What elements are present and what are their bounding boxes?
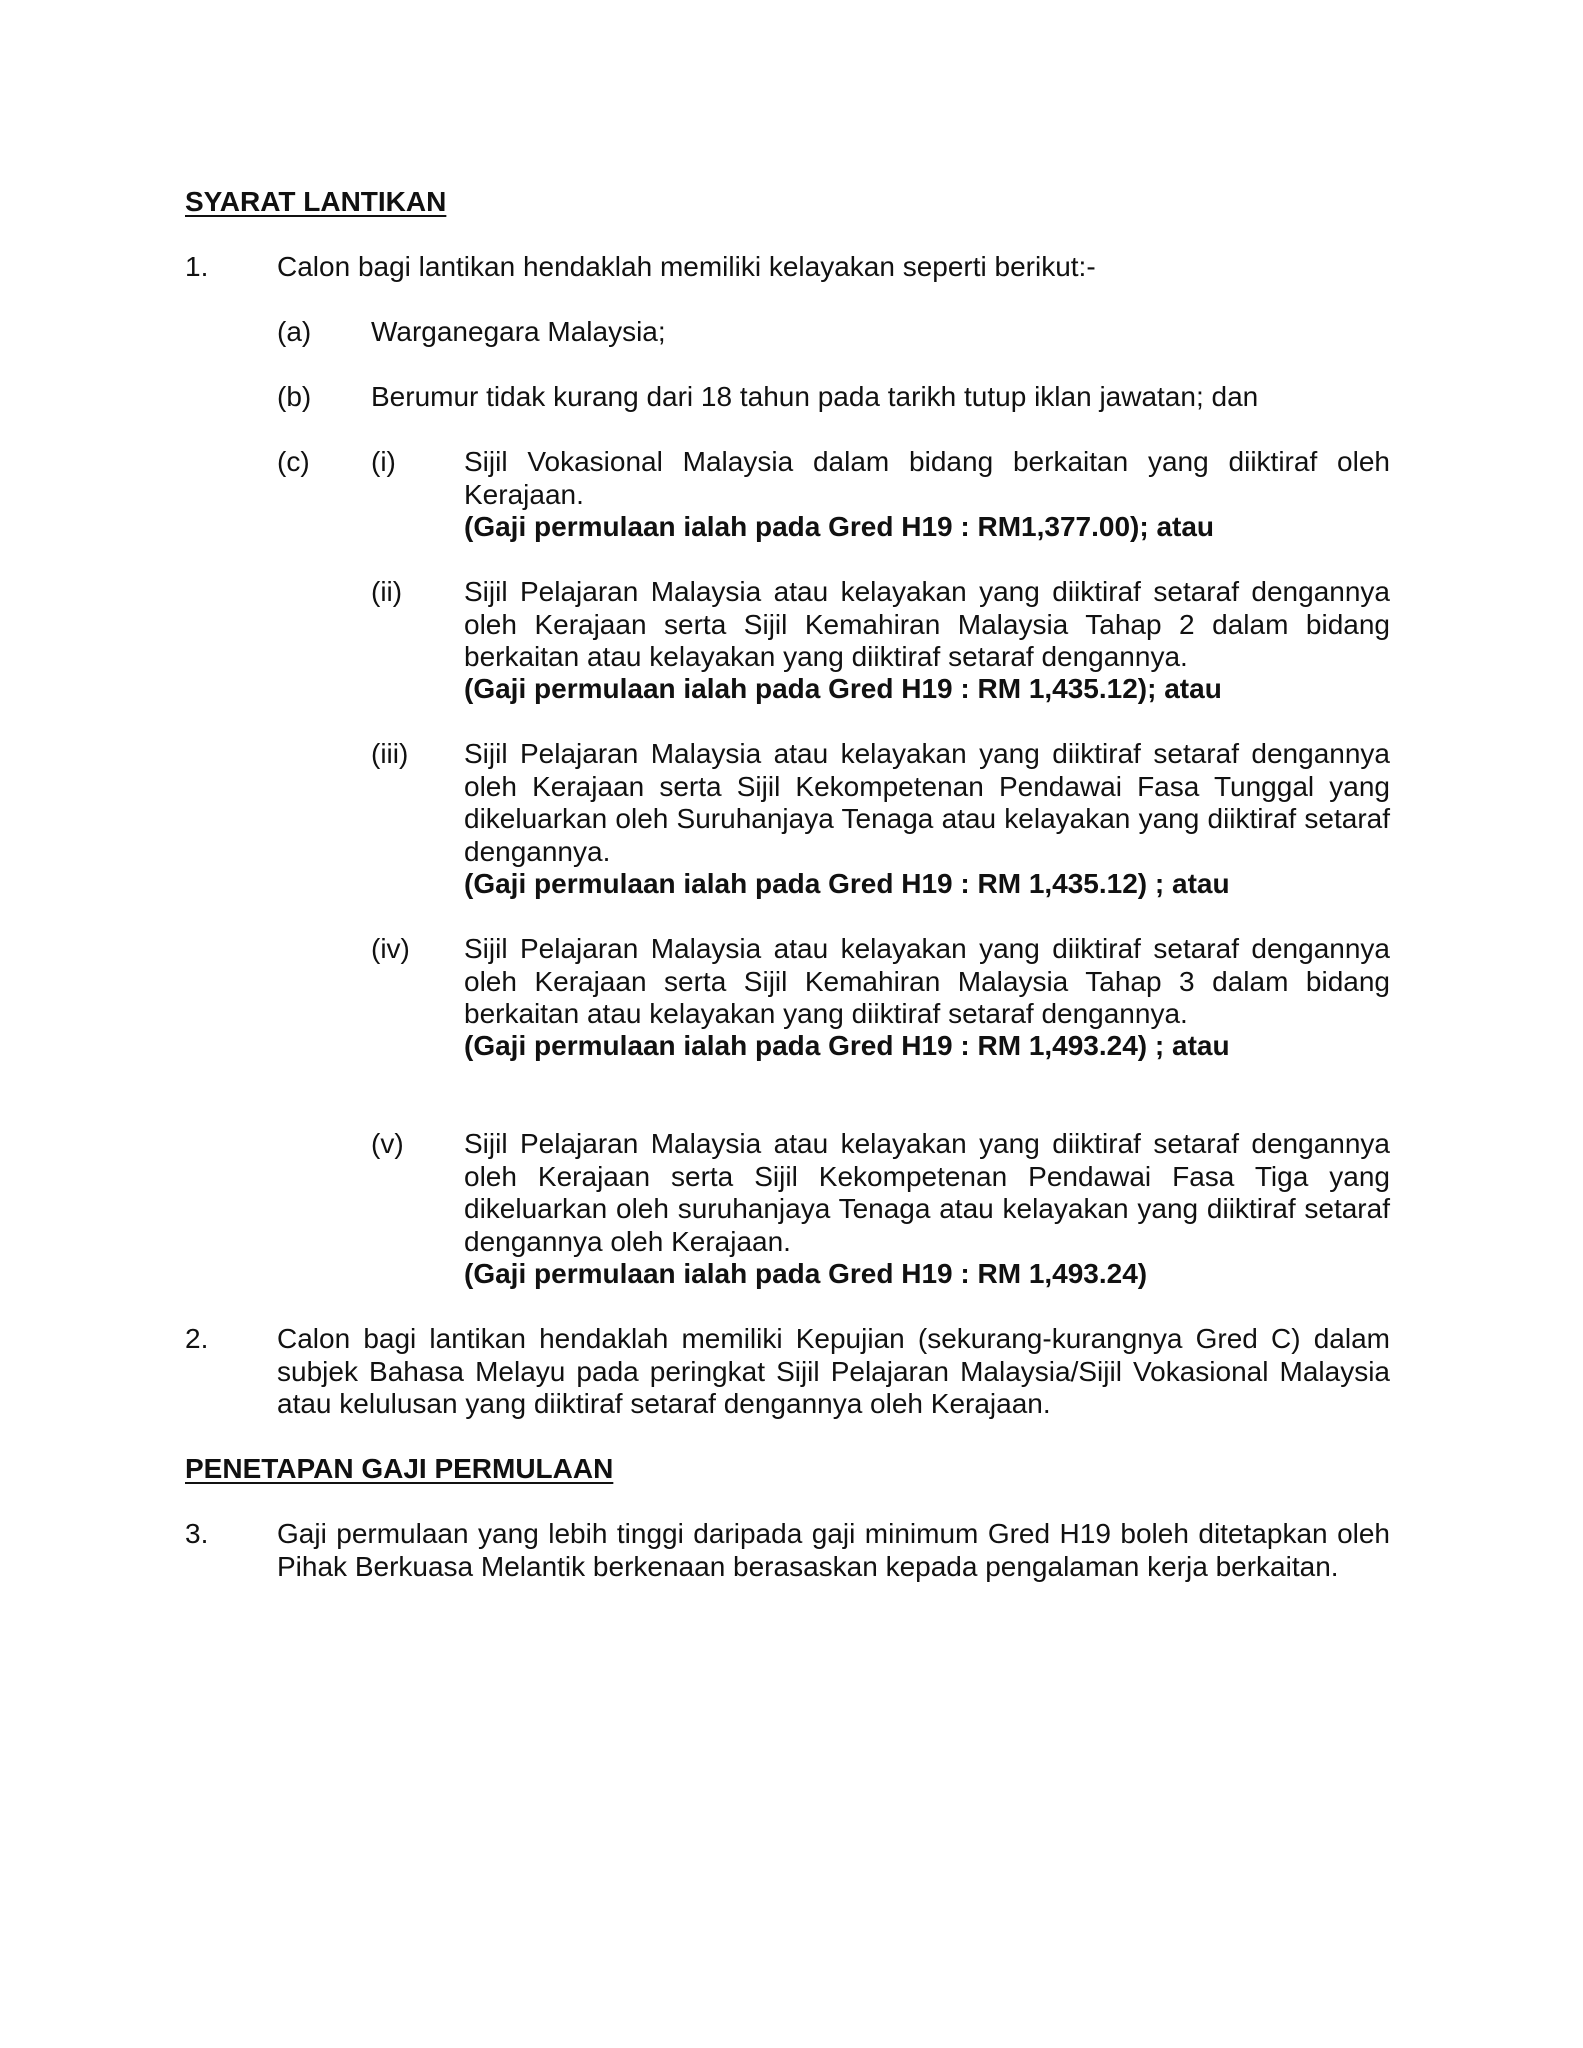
option-i-salary: (Gaji permulaan ialah pada Gred H19 : RM1,377.00); atau	[464, 511, 1215, 542]
sub-b-marker: (b)	[277, 381, 312, 412]
sub-a-marker: (a)	[277, 316, 312, 347]
item-2-text: Calon bagi lantikan hendaklah memiliki Kepujian (sekurang-kurangnya Gred C) dalam subjek Bahasa Melayu pada peringkat Sijil Pelajaran Malaysia/Sijil Vokasional Malaysia atau kelulusan yang diiktiraf setaraf dengannya oleh Kerajaan.	[277, 1323, 1390, 1419]
sub-a-text: Warganegara Malaysia;	[371, 316, 666, 347]
item-2-number: 2.	[185, 1323, 209, 1354]
item-3-text: Gaji permulaan yang lebih tinggi daripada gaji minimum Gred H19 boleh ditetapkan oleh Pihak Berkuasa Melantik berkenaan berasaskan kepada pengalaman kerja berkaitan.	[277, 1518, 1390, 1582]
item-3-number: 3.	[185, 1518, 209, 1549]
item-1-number: 1.	[185, 251, 209, 282]
item-1-text: Calon bagi lantikan hendaklah memiliki kelayakan seperti berikut:-	[277, 251, 1096, 282]
option-ii-salary: (Gaji permulaan ialah pada Gred H19 : RM 1,435.12); atau	[464, 673, 1222, 704]
sub-c-marker: (c)	[277, 446, 310, 477]
option-iv-salary: (Gaji permulaan ialah pada Gred H19 : RM 1,493.24) ; atau	[464, 1030, 1230, 1061]
option-ii-text: Sijil Pelajaran Malaysia atau kelayakan yang diiktiraf setaraf dengannya oleh Kerajaan serta Sijil Kemahiran Malaysia Tahap 2 dalam bidang berkaitan atau kelayakan yang diiktiraf setaraf dengannya.	[464, 576, 1390, 672]
section-heading-penetapan-gaji: PENETAPAN GAJI PERMULAAN	[185, 1453, 614, 1484]
sub-b-text: Berumur tidak kurang dari 18 tahun pada tarikh tutup iklan jawatan; dan	[371, 381, 1259, 412]
option-v-marker: (v)	[371, 1128, 404, 1159]
option-iv-marker: (iv)	[371, 933, 410, 964]
option-i-text: Sijil Vokasional Malaysia dalam bidang berkaitan yang diiktiraf oleh Kerajaan.	[464, 446, 1390, 510]
option-iv-text: Sijil Pelajaran Malaysia atau kelayakan yang diiktiraf setaraf dengannya oleh Kerajaan serta Sijil Kemahiran Malaysia Tahap 3 dalam bidang berkaitan atau kelayakan yang diiktiraf setaraf dengannya.	[464, 933, 1390, 1029]
option-i-marker: (i)	[371, 446, 396, 477]
option-v-text: Sijil Pelajaran Malaysia atau kelayakan yang diiktiraf setaraf dengannya oleh Kerajaan serta Sijil Kekompetenan Pendawai Fasa Tiga yang dikeluarkan oleh suruhanjaya Tenaga atau kelayakan yang diiktiraf setaraf dengannya oleh Kerajaan.	[464, 1128, 1390, 1257]
option-iii-text: Sijil Pelajaran Malaysia atau kelayakan yang diiktiraf setaraf dengannya oleh Kerajaan serta Sijil Kekompetenan Pendawai Fasa Tunggal yang dikeluarkan oleh Suruhanjaya Tenaga atau kelayakan yang diiktiraf setaraf dengannya.	[464, 738, 1390, 867]
option-iii-marker: (iii)	[371, 738, 409, 769]
option-ii-marker: (ii)	[371, 576, 403, 607]
section-heading-syarat-lantikan: SYARAT LANTIKAN	[185, 186, 447, 217]
option-iii-salary: (Gaji permulaan ialah pada Gred H19 : RM 1,435.12) ; atau	[464, 868, 1230, 899]
option-v-salary: (Gaji permulaan ialah pada Gred H19 : RM 1,493.24)	[464, 1258, 1148, 1289]
